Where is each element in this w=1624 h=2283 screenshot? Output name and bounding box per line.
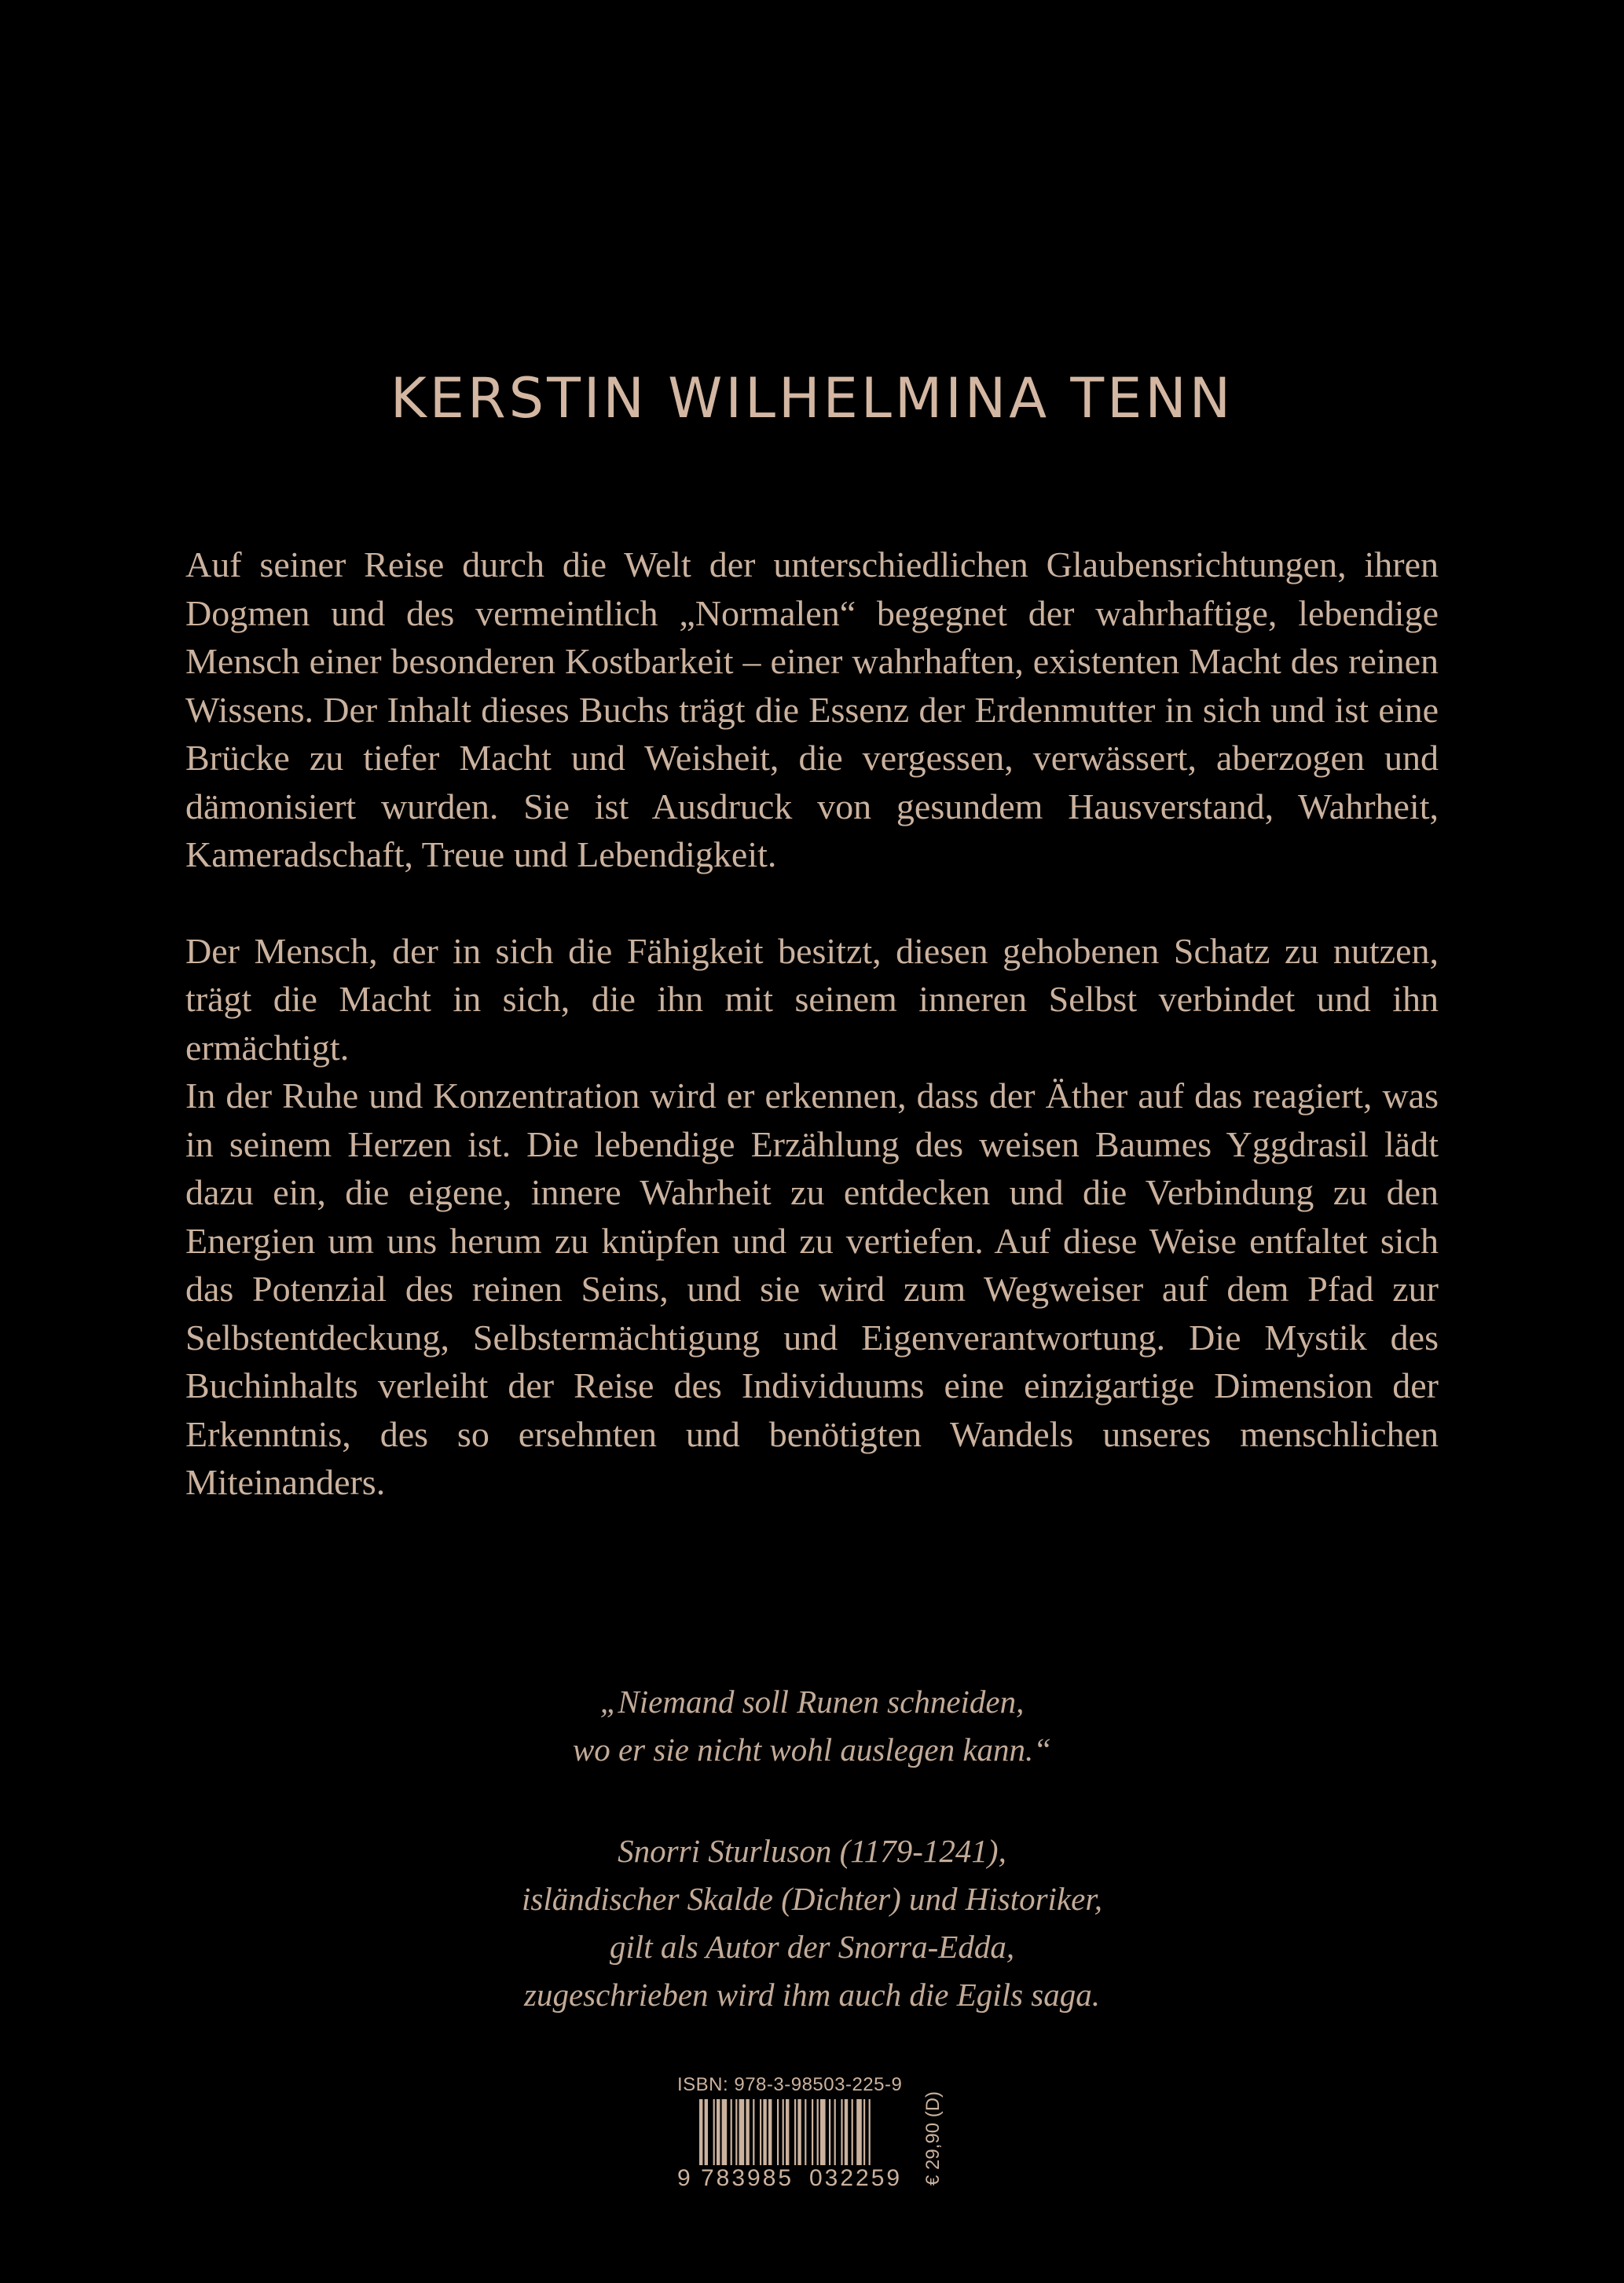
barcode-bar	[739, 2099, 745, 2167]
barcode-bar	[805, 2099, 806, 2167]
runes-quote	[0, 1678, 1624, 1774]
barcode-bar	[820, 2099, 826, 2167]
barcode-bar	[812, 2099, 813, 2167]
quote-attribution	[0, 1827, 1624, 2019]
barcode-bar	[746, 2099, 749, 2167]
barcode-bar	[753, 2099, 754, 2167]
barcode-bar	[783, 2099, 784, 2167]
barcode-bar	[863, 2099, 865, 2167]
barcode-bar	[852, 2099, 853, 2167]
quote-line-1: „Niemand soll Runen schneiden,	[599, 1684, 1025, 1720]
barcode-bar	[841, 2099, 842, 2167]
barcode-bar	[829, 2099, 830, 2167]
barcode-bar	[817, 2099, 819, 2167]
barcode-bar	[722, 2099, 728, 2167]
barcode-bar	[777, 2099, 779, 2167]
barcode-bar	[763, 2099, 766, 2167]
attribution-line-2: isländischer Skalde (Dichter) und Historiker,	[521, 1881, 1103, 1917]
barcode-bar	[794, 2099, 796, 2167]
barcode-bar	[735, 2099, 737, 2167]
isbn-label: ISBN: 978-3-98503-225-9	[677, 2074, 903, 2095]
barcode-bar	[760, 2099, 761, 2167]
attribution-line-3: gilt als Autor der Snorra-Edda,	[609, 1929, 1015, 1965]
barcode-bar	[768, 2099, 772, 2167]
barcode-bar	[731, 2099, 732, 2167]
price-label: € 29,90 (D)	[922, 2091, 944, 2186]
attribution-line-1: Snorri Sturluson (1179-1241),	[618, 1833, 1006, 1869]
barcode-digits	[677, 2165, 910, 2192]
barcode-bar	[834, 2099, 836, 2167]
author-name: KERSTIN WILHELMINA TENN	[390, 366, 1234, 431]
barcode-digits-right: 032259	[809, 2165, 903, 2191]
quote-line-2: wo er sie nicht wohl auslegen kann.“	[572, 1731, 1052, 1768]
blurb-text	[185, 541, 1439, 1507]
blurb-paragraph-1: Auf seiner Reise durch die Welt der unterschiedlichen Glaubensrichtungen, ihren Dogmen und des vermeintlich „Normalen“ begegnet der wahrhaftige, lebendige Mensch einer besonderen Kostbarkeit – einer wahrhaften, existenten Macht des reinen Wissens. Der Inhalt dieses Buchs trägt die Essenz der Erdenmutter in sich und ist eine Brücke zu tiefer Macht und Weisheit, die vergessen, verwässert, aberzogen und dämonisiert wurden. Sie ist Ausdruck von gesundem Hausverstand, Wahrheit, Kameradschaft, Treue und Lebendigkeit.	[185, 544, 1439, 874]
barcode-bar	[856, 2099, 862, 2167]
blurb-paragraph-3: In der Ruhe und Konzentration wird er erkennen, dass der Äther auf das reagiert, was in seinem Herzen ist. Die lebendige Erzählung des weisen Baumes Yggdrasil lädt dazu ein, die eigene, innere Wahrheit zu entdecken und die Verbindung zu den Energien um uns herum zu knüpfen und zu vertiefen. Auf diese Weise entfaltet sich das Potenzial des reinen Seins, und sie wird zum Wegweiser auf dem Pfad zur Selbstentdeckung, Selbstermächtigung und Eigenverantwortung. Die Mystik des Buchinhalts verleiht der Reise des Individuums eine einzigartige Dimension der Erkenntnis, des so ersehnten und benötigten Wandels unseres menschlichen Miteinanders.	[185, 1076, 1439, 1502]
barcode-digit-first: 9	[677, 2165, 691, 2191]
blurb-paragraph-2: Der Mensch, der in sich die Fähigkeit besitzt, diesen gehobenen Schatz zu nutzen, trägt die Macht in sich, die ihn mit seinem inneren Selbst verbindet und ihn ermächtigt.	[185, 930, 1439, 1068]
barcode-bar	[717, 2099, 720, 2167]
barcode-bar	[713, 2099, 715, 2167]
barcode-bar	[845, 2099, 848, 2167]
barcode-digits-left: 783985	[701, 2165, 794, 2191]
attribution-line-4: zugeschrieben wird ihm auch die Egils saga.	[524, 1977, 1100, 2013]
barcode-bar	[797, 2099, 801, 2167]
